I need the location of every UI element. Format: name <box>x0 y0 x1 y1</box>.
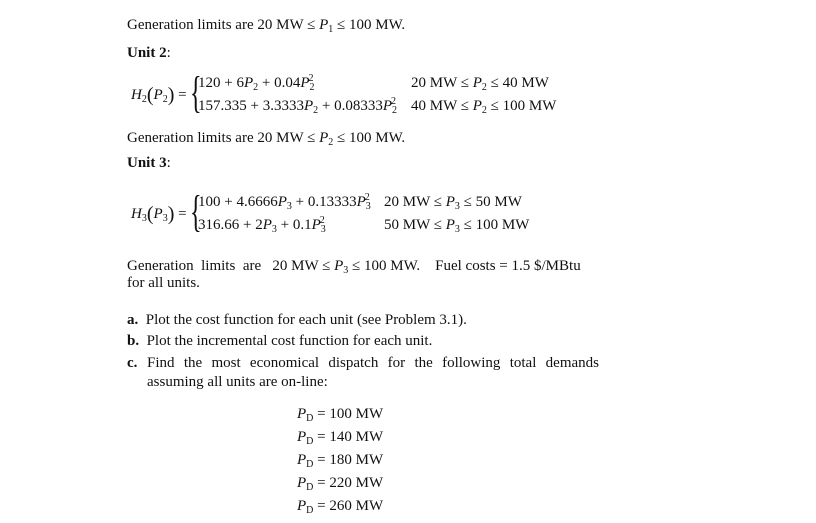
text-fragment: + 0.13333 <box>291 194 357 210</box>
math-var: H <box>131 206 142 222</box>
generation-limits-unit3-line2 <box>127 274 200 292</box>
math-var: P <box>297 429 307 445</box>
math-sub: 2 <box>481 105 487 116</box>
math-var: P <box>334 258 344 274</box>
heading-colon: : <box>166 155 171 171</box>
math-sub: D <box>306 436 314 447</box>
left-brace: { <box>190 187 202 236</box>
math-var: P <box>297 498 307 514</box>
math-sub: 3 <box>454 224 460 235</box>
math-var: P <box>243 75 254 91</box>
item-text: Find the most economical dispatch for the following total demands <box>147 355 599 371</box>
math-var: H <box>131 87 142 103</box>
math-sup: 2 <box>364 192 370 203</box>
text-fragment: ≤ 100 MW. <box>333 130 406 146</box>
text-fragment: ≤ 40 MW <box>486 75 549 91</box>
unit2-case2-condition <box>411 97 556 115</box>
demand-value: = 100 MW <box>317 406 384 422</box>
math-sub: 3 <box>141 213 147 224</box>
item-a <box>127 311 467 329</box>
math-sub: 2 <box>313 105 319 116</box>
text-fragment: limits <box>201 258 236 274</box>
math-sub: 3 <box>286 201 292 212</box>
unit3-case2-expr <box>198 216 325 234</box>
item-c-text <box>147 354 599 372</box>
math-var: P <box>303 98 314 114</box>
demand-value: = 260 MW <box>317 498 384 514</box>
math-var: P <box>319 130 329 146</box>
math-var: P <box>297 475 307 491</box>
paren-open: ( <box>146 84 154 106</box>
unit2-heading <box>127 44 171 62</box>
math-var: P <box>297 406 307 422</box>
demand-row <box>297 428 383 446</box>
paren-close: ) <box>167 203 175 225</box>
math-var: P <box>311 217 321 233</box>
item-c-text-line2 <box>147 373 328 391</box>
equals-sign: = <box>178 87 187 103</box>
text-fragment: 40 MW ≤ <box>411 98 473 114</box>
math-sub: 1 <box>328 24 334 35</box>
math-sub: 2 <box>253 82 259 93</box>
demand-value: = 140 MW <box>317 429 384 445</box>
math-sub: 3 <box>271 224 277 235</box>
text-fragment: + 0.04 <box>258 75 301 91</box>
item-label: c. <box>127 355 138 371</box>
text-fragment: ≤ 100 MW <box>486 98 557 114</box>
math-var: P <box>382 98 393 114</box>
unit2-case2-expr <box>198 97 396 115</box>
text-fragment: + 0.1 <box>276 217 312 233</box>
text-fragment: ≤ 100 MW <box>459 217 530 233</box>
math-var: P <box>300 75 310 91</box>
math-sub: 3 <box>343 265 349 276</box>
demand-row <box>297 474 383 492</box>
demand-row <box>297 405 383 423</box>
item-label: a. <box>127 312 139 328</box>
unit3-heading <box>127 154 171 172</box>
heading-text: Unit 2 <box>127 45 167 61</box>
math-sub: 3 <box>162 213 168 224</box>
item-c <box>127 354 137 372</box>
math-sub: 2 <box>392 105 398 116</box>
demand-value: = 180 MW <box>317 452 384 468</box>
heading-colon: : <box>166 45 171 61</box>
math-sub: 3 <box>365 201 371 212</box>
math-sub: D <box>306 482 314 493</box>
heading-text: Unit 3 <box>127 155 167 171</box>
text-fragment: 100 + 4.6666 <box>198 194 278 210</box>
math-var: P <box>356 194 366 210</box>
unit3-case1-expr <box>198 193 370 211</box>
unit3-case2-condition <box>384 216 529 234</box>
text-fragment: ≤ 50 MW <box>459 194 522 210</box>
unit2-case1-condition <box>411 74 549 92</box>
text-fragment: 50 MW ≤ <box>384 217 446 233</box>
text-fragment: 20 MW ≤ <box>272 258 335 274</box>
math-sup: 2 <box>391 96 397 107</box>
left-brace: { <box>190 68 202 117</box>
unit3-lhs <box>131 205 187 223</box>
math-var: P <box>472 75 482 91</box>
math-sub: D <box>306 505 314 516</box>
math-sub: 2 <box>141 94 147 105</box>
generation-limits-unit1 <box>127 16 405 34</box>
paren-open: ( <box>146 203 154 225</box>
math-sub: 2 <box>162 94 168 105</box>
text-fragment: ≤ 100 MW. <box>348 258 421 274</box>
unit2-case1-expr <box>198 74 314 92</box>
demand-row <box>297 451 383 469</box>
math-var: P <box>472 98 482 114</box>
math-sub: D <box>306 413 314 424</box>
math-sub: 2 <box>328 137 334 148</box>
text-fragment: are <box>242 258 262 274</box>
math-sub: 2 <box>309 82 315 93</box>
math-sub: D <box>306 459 314 470</box>
text-fragment: 157.335 + 3.3333 <box>198 98 304 114</box>
equals-sign: = <box>178 206 187 222</box>
text-fragment: 316.66 + 2 <box>198 217 263 233</box>
math-var: P <box>445 194 455 210</box>
math-sup: 2 <box>308 73 314 84</box>
text-fragment: 120 + 6 <box>198 75 244 91</box>
text-fragment: for all units. <box>127 275 200 291</box>
text-fragment: Generation <box>127 258 194 274</box>
text-fragment: 20 MW ≤ <box>411 75 473 91</box>
math-sub: 3 <box>454 201 460 212</box>
math-sub: 2 <box>481 82 487 93</box>
text-fragment: + 0.08333 <box>318 98 383 114</box>
demand-row <box>297 497 383 515</box>
item-text: Plot the cost function for each unit (see Problem 3.1). <box>145 312 467 328</box>
math-var: P <box>153 206 163 222</box>
item-label: b. <box>127 333 140 349</box>
math-var: P <box>319 17 329 33</box>
math-var: P <box>445 217 455 233</box>
text-fragment: 20 MW ≤ <box>384 194 446 210</box>
math-var: P <box>153 87 163 103</box>
math-var: P <box>262 217 272 233</box>
item-text: assuming all units are on-line: <box>147 374 328 390</box>
item-text: Plot the incremental cost function for each unit. <box>146 333 433 349</box>
fuel-costs: Fuel costs = 1.5 $/MBtu <box>435 258 581 274</box>
demand-value: = 220 MW <box>317 475 384 491</box>
text-fragment: Generation limits are 20 MW ≤ <box>127 17 320 33</box>
unit3-case1-condition <box>384 193 522 211</box>
generation-limits-unit2 <box>127 129 405 147</box>
text-fragment: Generation limits are 20 MW ≤ <box>127 130 320 146</box>
text-fragment: ≤ 100 MW. <box>333 17 406 33</box>
paren-close: ) <box>167 84 175 106</box>
math-sub: 3 <box>320 224 326 235</box>
math-var: P <box>297 452 307 468</box>
item-b <box>127 332 432 350</box>
math-var: P <box>277 194 287 210</box>
generation-limits-unit3 <box>127 257 581 275</box>
unit2-lhs <box>131 86 187 104</box>
math-sup: 2 <box>319 215 325 226</box>
